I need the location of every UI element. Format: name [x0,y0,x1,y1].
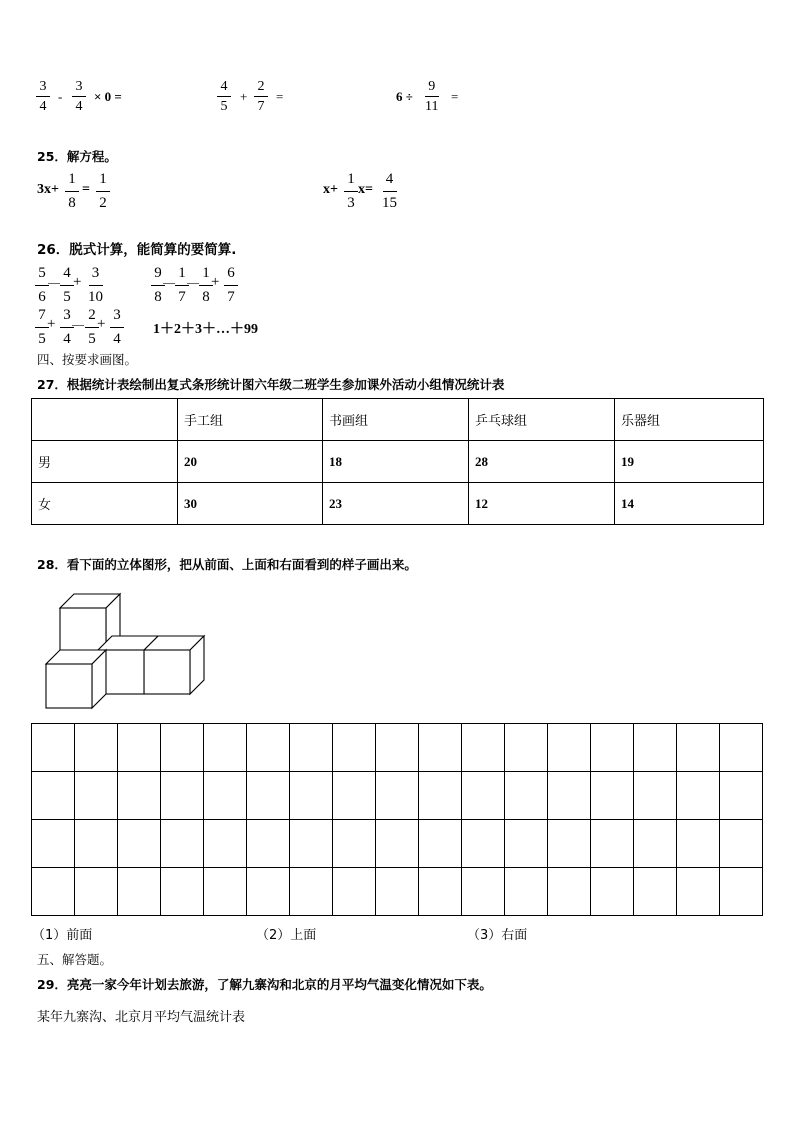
grid-cell[interactable] [505,868,548,916]
e1-frac-b: $\frac{4}{5}$ [60,266,74,305]
grid-cell[interactable] [548,868,591,916]
grid-cell[interactable] [32,724,75,772]
table-header-row [32,399,764,441]
table-row [32,441,764,483]
grid-cell[interactable] [32,820,75,868]
table-cell: 14 [615,483,764,525]
e1-frac-a: $\frac{5}{6}$ [35,266,49,305]
table-header-cell: 书画组 [323,399,469,441]
e2-op1: — [163,275,175,289]
grid-cell[interactable] [75,868,118,916]
grid-cell[interactable] [720,868,763,916]
front-cube-front-face [46,664,92,708]
grid-cell[interactable] [376,868,419,916]
view-label-front: （1）前面 [32,928,93,943]
grid-cell[interactable] [548,820,591,868]
e2-frac-d: $\frac{6}{7}$ [224,266,238,305]
e3-frac-b: $\frac{3}{4}$ [60,308,74,347]
section4-heading: 四、按要求画图。 [37,352,138,367]
e2-frac-b: $\frac{1}{7}$ [175,266,189,305]
e4-sum: 1＋2＋3＋…＋99 [153,322,258,337]
grid-cell[interactable] [333,868,376,916]
section5-heading: 五、解答题。 [37,952,113,967]
grid-cell[interactable] [247,772,290,820]
table-cell: 19 [615,441,764,483]
row-label: 女 [32,483,178,525]
grid-cell[interactable] [118,868,161,916]
eq2-lead: x+ [323,182,338,197]
e2-op3: + [211,274,220,290]
eq2-mid: x= [358,182,373,197]
table-row [32,483,764,525]
grid-cell[interactable] [591,724,634,772]
row-label: 男 [32,441,178,483]
grid-cell[interactable] [634,820,677,868]
grid-cell[interactable] [333,772,376,820]
fraction-1-8: $\frac{1}{8}$ [65,172,79,211]
activity-table [31,398,764,525]
grid-cell[interactable] [118,772,161,820]
e3-op1: + [47,316,56,332]
grid-cell[interactable] [591,820,634,868]
table-cell: 18 [323,441,469,483]
e2-op2: — [187,275,199,289]
grid-cell[interactable] [548,724,591,772]
grid-cell[interactable] [677,724,720,772]
q28-heading: 28．看下面的立体图形，把从前面、上面和右面看到的样子画出来。 [37,557,417,572]
table-header-cell: 乒乓球组 [469,399,615,441]
grid-cell[interactable] [32,868,75,916]
grid-cell[interactable] [634,724,677,772]
grid-cell[interactable] [290,820,333,868]
times-zero-equals: × 0 = [94,89,122,104]
grid-cell[interactable] [462,724,505,772]
grid-cell[interactable] [161,724,204,772]
plus-sign: + [240,89,248,104]
equals-sign: = [276,89,284,104]
grid-cell[interactable] [161,868,204,916]
grid-cell[interactable] [204,868,247,916]
grid-cell[interactable] [161,820,204,868]
grid-cell[interactable] [247,724,290,772]
grid-cell[interactable] [419,868,462,916]
grid-row [32,724,763,772]
fraction-2-7: $\frac{2}{7}$ [254,80,268,114]
e1-op2: + [73,274,82,290]
table-cell: 20 [178,441,323,483]
view-label-right: （3）右面 [467,928,528,943]
grid-cell[interactable] [204,820,247,868]
grid-cell[interactable] [75,820,118,868]
grid-cell[interactable] [720,724,763,772]
grid-cell[interactable] [333,820,376,868]
grid-cell[interactable] [720,772,763,820]
cube-figure [40,588,210,710]
grid-cell[interactable] [118,820,161,868]
grid-cell[interactable] [419,772,462,820]
table-cell: 28 [469,441,615,483]
e3-op2: — [72,317,84,331]
e3-op3: + [97,316,106,332]
eq1-lead: 3x+ [37,182,59,197]
grid-cell[interactable] [32,772,75,820]
grid-cell[interactable] [634,772,677,820]
grid-cell[interactable] [376,820,419,868]
drawing-grid [31,723,763,916]
table-cell: 12 [469,483,615,525]
grid-cell[interactable] [290,868,333,916]
grid-cell[interactable] [591,772,634,820]
grid-cell[interactable] [290,724,333,772]
top-cube-front-face [60,608,106,652]
table-header-cell: 手工组 [178,399,323,441]
grid-cell[interactable] [505,724,548,772]
table-cell: 23 [323,483,469,525]
grid-cell[interactable] [75,724,118,772]
q25-heading: 25．解方程。 [37,149,117,164]
fraction-9-11: $\frac{9}{11}$ [425,79,439,114]
grid-row [32,820,763,868]
e2-frac-a: $\frac{9}{8}$ [151,266,165,305]
view-label-top: （2）上面 [256,928,317,943]
eq1-equals: = [82,182,90,197]
grid-cell[interactable] [247,868,290,916]
q27-heading: 27．根据统计表绘制出复式条形统计图六年级二班学生参加课外活动小组情况统计表 [37,377,505,392]
fraction-3-4-a: $\frac{3}{4}$ [36,80,50,114]
grid-cell[interactable] [419,820,462,868]
q26-heading: 26．脱式计算，能简算的要简算. [37,242,237,258]
grid-cell[interactable] [677,868,720,916]
grid-cell[interactable] [462,772,505,820]
grid-cell[interactable] [290,772,333,820]
q29-table-title: 某年九寨沟、北京月平均气温统计表 [37,1010,246,1025]
grid-cell[interactable] [204,724,247,772]
grid-cell[interactable] [419,724,462,772]
grid-cell[interactable] [720,820,763,868]
grid-row [32,772,763,820]
six-divide: 6 ÷ [396,89,413,104]
grid-cell[interactable] [75,772,118,820]
q29-heading: 29．亮亮一家今年计划去旅游，了解九寨沟和北京的月平均气温变化情况如下表。 [37,977,492,992]
fraction-3-4-b: $\frac{3}{4}$ [72,80,86,114]
e3-frac-c: $\frac{2}{5}$ [85,308,99,347]
grid-cell[interactable] [376,724,419,772]
right-cube-front-face [144,650,190,694]
e1-frac-c: $\frac{3}{10}$ [88,265,103,305]
grid-cell[interactable] [634,868,677,916]
grid-cell[interactable] [376,772,419,820]
table-header-cell: 乐器组 [615,399,764,441]
grid-row [32,868,763,916]
grid-cell[interactable] [247,820,290,868]
e3-frac-a: $\frac{7}{5}$ [35,308,49,347]
fraction-4-5: $\frac{4}{5}$ [217,80,231,114]
minus-sign: - [58,89,63,104]
grid-cell[interactable] [462,820,505,868]
grid-cell[interactable] [677,772,720,820]
grid-cell[interactable] [505,772,548,820]
grid-cell[interactable] [677,820,720,868]
grid-cell[interactable] [161,772,204,820]
grid-cell[interactable] [548,772,591,820]
fraction-1-3: $\frac{1}{3}$ [344,172,358,211]
grid-cell[interactable] [333,724,376,772]
e1-op1: — [48,275,60,289]
grid-cell[interactable] [505,820,548,868]
table-header-cell [32,399,178,441]
e2-frac-c: $\frac{1}{8}$ [199,266,213,305]
grid-cell[interactable] [591,868,634,916]
fraction-1-2: $\frac{1}{2}$ [96,172,110,211]
e3-frac-d: $\frac{3}{4}$ [110,308,124,347]
grid-cell[interactable] [118,724,161,772]
fraction-4-15: $\frac{4}{15}$ [382,171,397,211]
equals-sign-2: = [451,89,459,104]
grid-cell[interactable] [462,868,505,916]
grid-cell[interactable] [204,772,247,820]
table-cell: 30 [178,483,323,525]
